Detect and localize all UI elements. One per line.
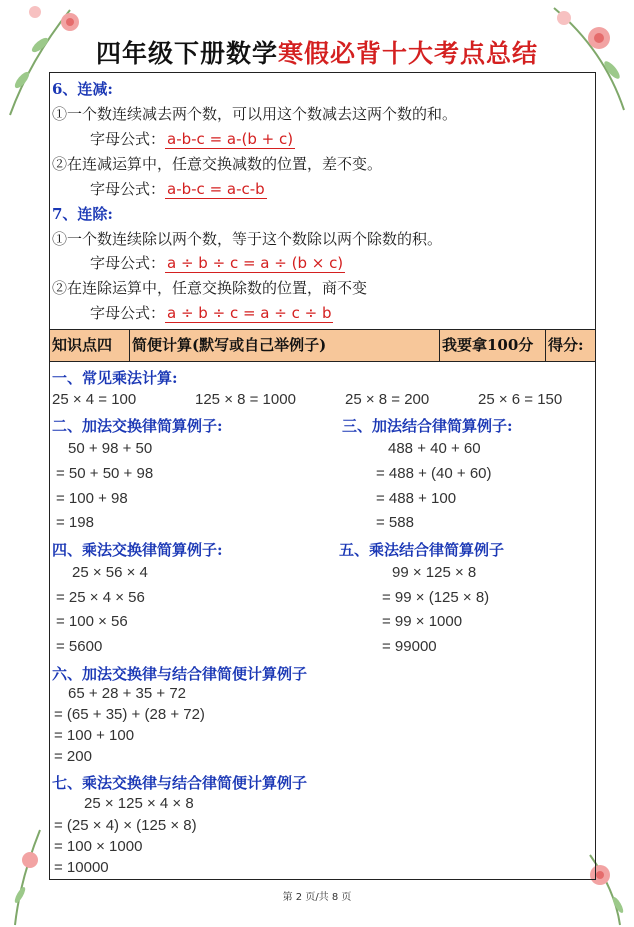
section-7-formula-2-row — [90, 302, 333, 323]
part-4-line: 25 × 56 × 4 — [72, 564, 148, 581]
part-6-line: = 100 + 100 — [54, 727, 135, 744]
part-5-line: 99 × 125 × 8 — [392, 564, 477, 581]
banner-knowledge-point: 知识点四 — [50, 330, 130, 361]
knowledge-point-banner — [50, 329, 595, 362]
part-3-line: 488 + 40 + 60 — [388, 440, 481, 457]
example-1: 25 × 4 = 100 — [52, 391, 137, 408]
section-7-formula-1-row — [90, 252, 345, 273]
section-6-rule-1: ①一个数连续减去两个数，可以用这个数减去这两个数的和。 — [52, 105, 458, 123]
part-1-heading: 一、常见乘法计算: — [52, 369, 178, 387]
part-4-line: = 5600 — [56, 638, 103, 655]
part-2-heading: 二、加法交换律简算例子: — [52, 417, 223, 435]
formula-2: a ÷ b ÷ c = a ÷ c ÷ b — [167, 304, 332, 322]
part-4-line: = 25 × 4 × 56 — [56, 589, 145, 606]
banner-goal: 我要拿100分 — [440, 330, 546, 361]
part-7-line: = 10000 — [54, 859, 109, 876]
part-5-line: = 99 × 1000 — [382, 613, 463, 630]
part-4-line: = 100 × 56 — [56, 613, 128, 630]
part-6-line: 65 + 28 + 35 + 72 — [68, 685, 187, 702]
title-red: 寒假必背十大考点总结 — [278, 39, 539, 68]
formula-label: 字母公式： — [90, 304, 166, 322]
part-3-heading: 三、加法结合律简算例子: — [342, 417, 513, 435]
part-7-line: 25 × 125 × 4 × 8 — [84, 795, 194, 812]
section-6-rule-2: ②在连减运算中，任意交换减数的位置，差不变。 — [52, 155, 383, 173]
example-3: 25 × 8 = 200 — [345, 391, 430, 408]
formula-2: a-b-c = a-c-b — [167, 180, 265, 198]
formula-label: 字母公式： — [90, 254, 166, 272]
part-6-line: = (65 + 35) + (28 + 72) — [54, 706, 205, 723]
part-7-line: = (25 × 4) × (125 × 8) — [54, 817, 197, 834]
section-6-heading: 6、连减: — [52, 80, 113, 98]
title-black: 四年级下册数学 — [95, 39, 278, 68]
part-2-line: = 198 — [56, 514, 94, 531]
section-6-formula-2-row — [90, 178, 267, 199]
formula-1: a-b-c = a-(b + c) — [167, 130, 294, 148]
part-2-line: = 100 + 98 — [56, 490, 128, 507]
part-3-line: = 488 + (40 + 60) — [376, 465, 492, 482]
part-2-line: 50 + 98 + 50 — [68, 440, 153, 457]
formula-label: 字母公式： — [90, 130, 166, 148]
part-2-line: = 50 + 50 + 98 — [56, 465, 154, 482]
part-7-line: = 100 × 1000 — [54, 838, 143, 855]
part-3-line: = 488 + 100 — [376, 490, 457, 507]
part-5-heading: 五、乘法结合律简算例子 — [339, 541, 505, 559]
part-6-line: = 200 — [54, 748, 92, 765]
section-7-rule-1: ①一个数连续除以两个数，等于这个数除以两个除数的积。 — [52, 230, 443, 248]
part-5-line: = 99000 — [382, 638, 437, 655]
part-3-line: = 588 — [376, 514, 414, 531]
example-4: 25 × 6 = 150 — [478, 391, 563, 408]
banner-score: 得分: — [548, 336, 584, 354]
formula-1: a ÷ b ÷ c = a ÷ (b × c) — [167, 254, 344, 272]
section-7-rule-2: ②在连除运算中，任意交换除数的位置，商不变 — [52, 279, 368, 297]
section-7-heading: 7、连除: — [52, 205, 113, 223]
part-6-heading: 六、加法交换律与结合律简便计算例子 — [52, 665, 308, 683]
formula-label: 字母公式： — [90, 180, 166, 198]
part-7-heading: 七、乘法交换律与结合律简便计算例子 — [52, 774, 308, 792]
page-title — [0, 34, 634, 70]
page-footer: 第 2 页/共 8 页 — [282, 892, 352, 903]
banner-topic: 简便计算(默写或自己举例子) — [130, 330, 440, 361]
part-4-heading: 四、乘法交换律简算例子: — [52, 541, 223, 559]
part-5-line: = 99 × (125 × 8) — [382, 589, 490, 606]
section-6-formula-1-row — [90, 128, 295, 149]
example-2: 125 × 8 = 1000 — [195, 391, 296, 408]
